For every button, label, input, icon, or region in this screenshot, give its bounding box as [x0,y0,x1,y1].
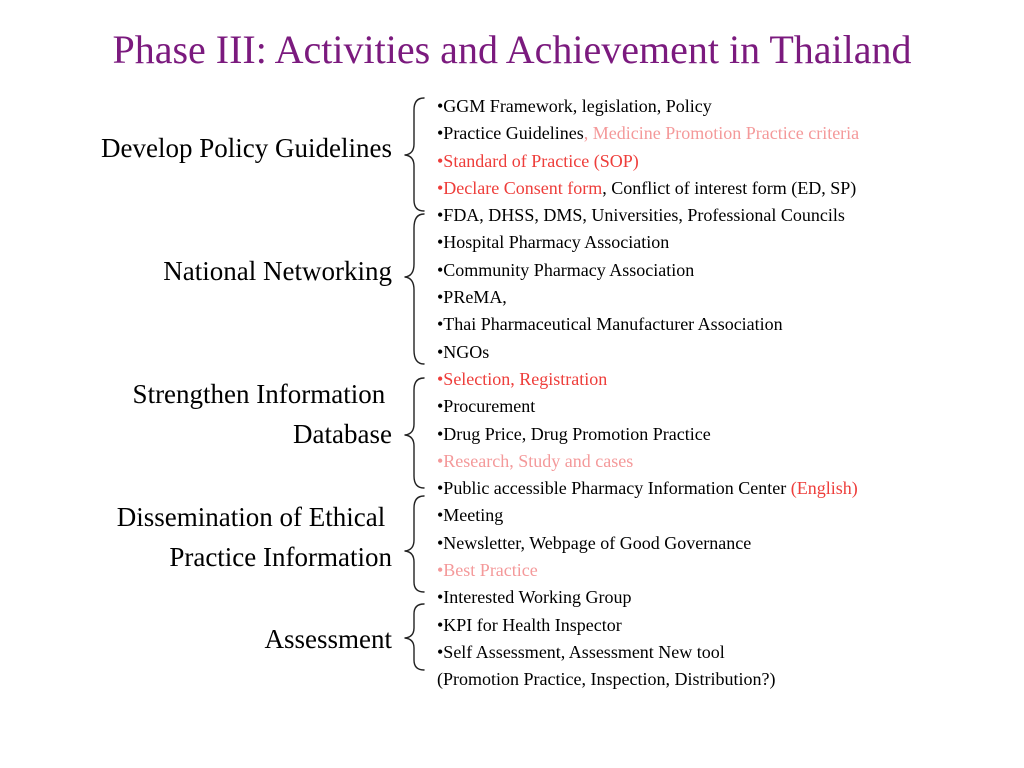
activity-item-text: •Research, Study and cases [437,450,634,471]
activity-item [437,393,1017,420]
activity-item-text: •Standard of Practice (SOP) [437,150,639,171]
activity-item [437,257,1017,284]
brace-national-networking [405,214,424,364]
activity-item-text: •Practice Guidelines [437,123,584,144]
activity-item-text: (English) [790,478,858,499]
activity-item [437,475,1017,502]
activity-item [437,557,1017,584]
category-strengthen-information-database [133,374,392,454]
category-line: National Networking [163,256,392,286]
activity-item-text: •Public accessible Pharmacy Information Center [437,478,791,499]
activity-item-text: , Medicine Promotion Practice criteria [583,123,860,144]
activity-item-text: •Hospital Pharmacy Association [437,232,670,253]
activity-item-text: •Interested Working Group [437,587,632,608]
activity-item [437,584,1017,611]
activity-item [437,612,1017,639]
brace-develop-policy [405,98,424,211]
activity-item [437,93,1017,120]
activity-item-text: •Self Assessment, Assessment New tool [437,641,725,662]
activity-item [437,448,1017,475]
activity-item-text: •Best Practice [437,560,538,581]
category-line: Develop Policy Guidelines [101,133,392,163]
activity-item-text: •Thai Pharmaceutical Manufacturer Association [437,314,783,335]
activity-items-list [437,93,1017,694]
category-line: Database [293,419,392,449]
activity-item [437,639,1017,666]
activity-item-text: •FDA, DHSS, DMS, Universities, Professional Councils [437,205,845,226]
activity-item-text: •Selection, Registration [437,368,608,389]
activity-item-text: •Drug Price, Drug Promotion Practice [437,423,711,444]
activity-item [437,120,1017,147]
category-line: Strengthen Information [132,379,392,409]
activity-item [437,502,1017,529]
activity-item-text: •NGOs [437,341,490,362]
category-national-networking [163,251,392,291]
activity-item-text: •Meeting [437,505,504,526]
slide-title: Phase III: Activities and Achievement in Thailand [112,27,912,72]
activity-item [437,229,1017,256]
activity-item [437,366,1017,393]
brace-dissemination [405,496,424,592]
activity-item-text: •PReMA, [437,287,507,308]
category-develop-policy-guidelines [101,128,392,168]
activity-item [437,311,1017,338]
activity-item [437,530,1017,557]
activity-item [437,666,1017,693]
activity-item-text: (Promotion Practice, Inspection, Distribution?) [437,669,776,690]
activity-item-text: •Community Pharmacy Association [437,259,695,280]
category-line: Practice Information [169,542,392,572]
activity-item-text: •Procurement [437,396,536,417]
activity-item-text: •GGM Framework, legislation, Policy [437,96,712,116]
activity-item [437,284,1017,311]
activity-item [437,202,1017,229]
brace-assessment [405,604,424,670]
activity-item-text: •Declare Consent form [437,177,603,198]
activity-item [437,421,1017,448]
activity-item-text: •Newsletter, Webpage of Good Governance [437,532,752,553]
activity-item [437,148,1017,175]
brace-strengthen-information [405,378,424,488]
category-line: Dissemination of Ethical [116,502,392,532]
activity-item [437,175,1017,202]
category-dissemination-ethical-practice [117,497,392,577]
activity-item-text: , Conflict of interest form (ED, SP) [602,177,857,198]
category-assessment [265,619,393,659]
activity-item-text: •KPI for Health Inspector [437,614,622,635]
category-line: Assessment [264,624,392,654]
activity-item [437,339,1017,366]
